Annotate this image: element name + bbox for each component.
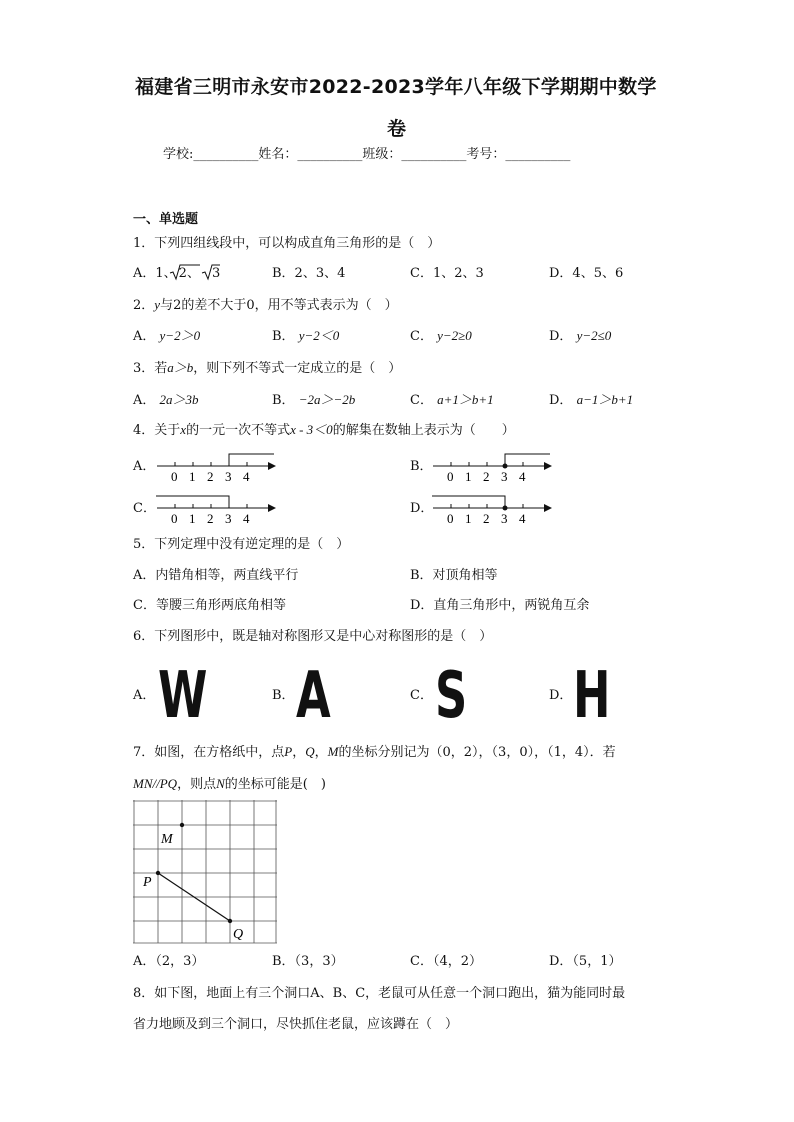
- q4-option-c-label: C．: [133, 501, 156, 516]
- q7-option-a: A．（2，3）: [133, 954, 205, 969]
- tick-label: 2: [207, 469, 214, 484]
- number-line-d: [426, 492, 556, 526]
- q2-option-b: B． y−2＜0: [272, 328, 340, 344]
- q1-option-d: D．4、5、6: [549, 266, 624, 281]
- tick-label: 3: [225, 511, 232, 526]
- q5-option-a: A．内错角相等，两直线平行: [133, 568, 299, 583]
- q6-option-a-letter: W: [158, 659, 208, 733]
- q6-option-c-letter: S: [435, 659, 468, 733]
- q6-option-b-label: B．: [272, 688, 295, 703]
- number-line-b: [426, 450, 556, 484]
- q3-option-c: C． a+1＞b+1: [410, 392, 494, 408]
- q4-option-a-label: A．: [133, 459, 156, 474]
- q6-stem: 6．下列图形中，既是轴对称图形又是中心对称图形的是（ ）: [133, 629, 493, 644]
- q5-option-c: C．等腰三角形两底角相等: [133, 598, 286, 613]
- tick-label: 4: [519, 469, 526, 484]
- q7-option-d: D．（5，1）: [549, 954, 622, 969]
- tick-label: 1: [189, 469, 196, 484]
- tick-label: 0: [447, 469, 454, 484]
- q7-grid-figure: [133, 800, 283, 950]
- q1-option-b: B．2、3、4: [272, 266, 346, 281]
- tick-label: 4: [243, 469, 250, 484]
- tick-label: 4: [243, 511, 250, 526]
- tick-label: 1: [189, 511, 196, 526]
- tick-label: 1: [465, 511, 472, 526]
- q8-stem-line1: 8．如下图，地面上有三个洞口A、B、C，老鼠可从任意一个洞口跑出，猫为能同时最: [133, 986, 626, 1001]
- q5-stem: 5．下列定理中没有逆定理的是（ ）: [133, 537, 350, 552]
- q7-option-c: C．（4，2）: [410, 954, 482, 969]
- q4-stem: 4．关于x的一元一次不等式x - 3＜0的解集在数轴上表示为（ ）: [133, 422, 515, 438]
- q6-option-c-label: C．: [410, 688, 433, 703]
- q6-option-d-label: D．: [549, 688, 573, 703]
- number-line-a: [150, 450, 280, 484]
- q5-option-d: D．直角三角形中，两锐角互余: [410, 598, 590, 613]
- q5-option-b: B．对顶角相等: [410, 568, 498, 583]
- tick-label: 1: [465, 469, 472, 484]
- tick-label: 0: [447, 511, 454, 526]
- page-title-line2: 卷: [387, 118, 407, 140]
- student-info-line: 学校:__________姓名：__________班级：__________考号：__________: [163, 147, 571, 162]
- number-line-c: [150, 492, 280, 526]
- tick-label: 0: [171, 469, 178, 484]
- grid-label-q: Q: [233, 927, 244, 942]
- q8-stem-line2: 省力地顾及到三个洞口，尽快抓住老鼠，应该蹲在（ ）: [133, 1017, 459, 1032]
- section-heading: 一、单选题: [133, 212, 199, 227]
- tick-label: 4: [519, 511, 526, 526]
- q2-stem: 2．y与2的差不大于0，用不等式表示为（ ）: [133, 297, 398, 313]
- q6-option-b-letter: A: [296, 659, 331, 733]
- grid-label-m: M: [161, 832, 173, 847]
- q3-stem: 3．若a＞b，则下列不等式一定成立的是（ ）: [133, 360, 402, 376]
- sqrt-sign-icon: [202, 264, 213, 280]
- tick-label: 3: [501, 511, 508, 526]
- sqrt-sign-icon: [170, 264, 181, 280]
- q2-option-a: A． y−2＞0: [133, 328, 201, 344]
- q3-option-b: B． −2a＞−2b: [272, 392, 356, 408]
- tick-label: 2: [483, 511, 490, 526]
- q1-option-a: A．1、 2、 3: [133, 266, 221, 281]
- tick-label: 3: [501, 469, 508, 484]
- q1-stem: 1．下列四组线段中，可以构成直角三角形的是（ ）: [133, 236, 441, 251]
- page-title-line1: 福建省三明市永安市2022-2023学年八年级下学期期中数学: [135, 76, 657, 98]
- q7-option-b: B．（3，3）: [272, 954, 344, 969]
- q4-option-b-label: B．: [410, 459, 433, 474]
- q1-option-c: C．1、2、3: [410, 266, 484, 281]
- q3-option-d: D． a−1＞b+1: [549, 392, 634, 408]
- tick-label: 0: [171, 511, 178, 526]
- q6-option-d-letter: H: [573, 659, 611, 733]
- q2-option-d: D． y−2≤0: [549, 328, 612, 344]
- tick-label: 2: [207, 511, 214, 526]
- grid-label-p: P: [143, 875, 152, 890]
- q6-option-a-label: A．: [133, 688, 156, 703]
- q2-option-c: C． y−2≥0: [410, 328, 472, 344]
- q7-stem-line2: MN//PQ，则点N的坐标可能是( ): [133, 776, 326, 792]
- q3-option-a: A． 2a＞3b: [133, 392, 199, 408]
- tick-label: 2: [483, 469, 490, 484]
- q7-stem-line1: 7．如图，在方格纸中，点P，Q，M的坐标分别记为（0，2），（3，0），（1，4）．若: [133, 744, 616, 760]
- tick-label: 3: [225, 469, 232, 484]
- q4-option-d-label: D．: [410, 501, 434, 516]
